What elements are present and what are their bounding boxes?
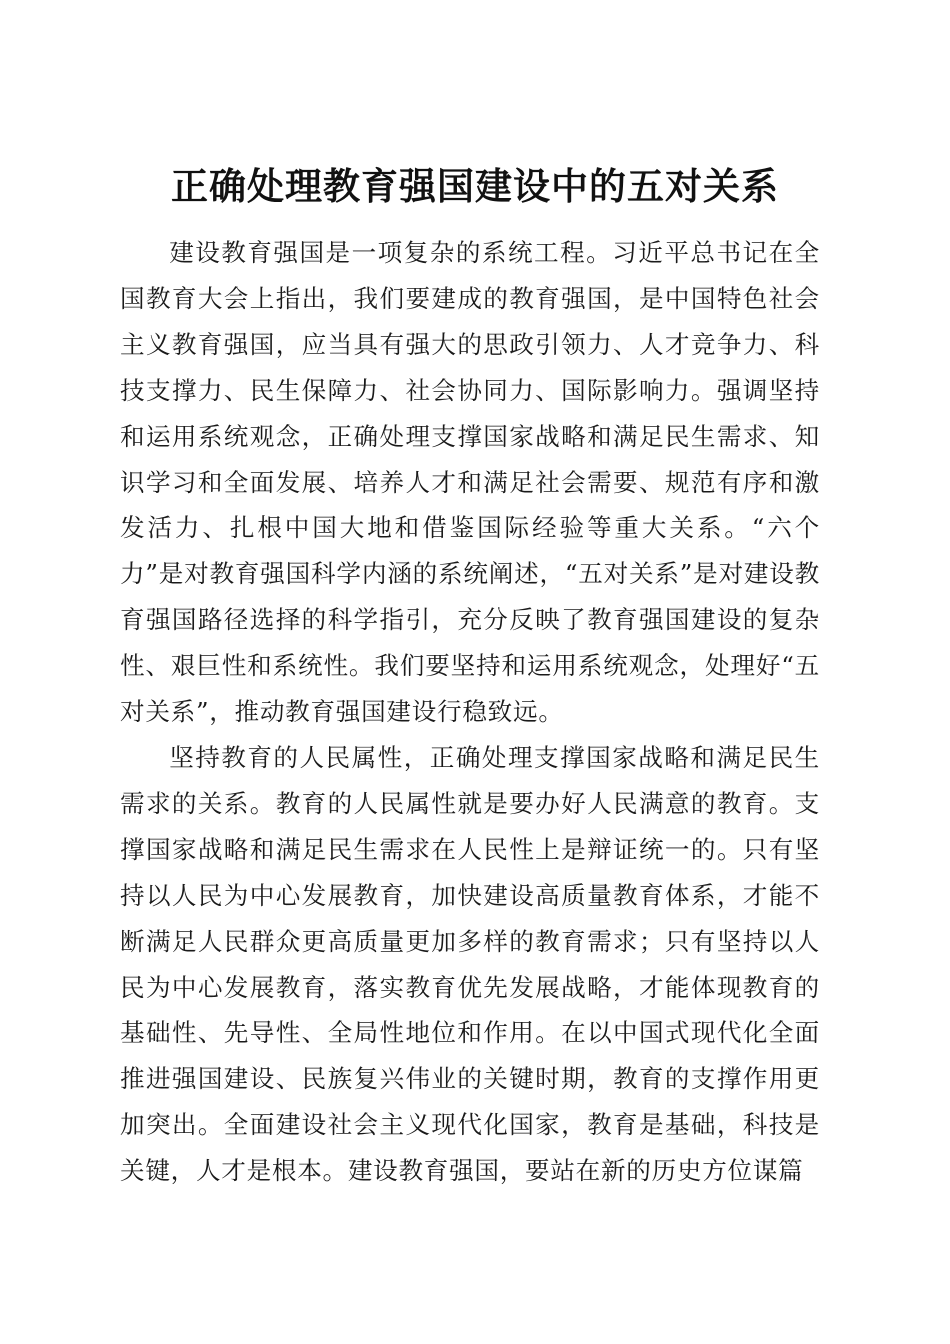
paragraph-1: 建设教育强国是一项复杂的系统工程。习近平总书记在全国教育大会上指出，我们要建成的教育强国，是中国特色社会主义教育强国，应当具有强大的思政引领力、人才竞争力、科技支撑力、民生保障力、社会协同力、国际影响力。强调坚持和运用系统观念，正确处理支撑国家战略和满足民生需求、知识学习和全面发展、培养人才和满足社会需要、规范有序和激发活力、扎根中国大地和借鉴国际经验等重大关系。“六个力”是对教育强国科学内涵的系统阐述，“五对关系”是对建设教育强国路径选择的科学指引，充分反映了教育强国建设的复杂性、艰巨性和系统性。我们要坚持和运用系统观念，处理好“五对关系”，推动教育强国建设行稳致远。	[120, 238, 820, 727]
paragraph-2: 坚持教育的人民属性，正确处理支撑国家战略和满足民生需求的关系。教育的人民属性就是要办好人民满意的教育。支撑国家战略和满足民生需求在人民性上是辩证统一的。只有坚持以人民为中心发展教育，加快建设高质量教育体系，才能不断满足人民群众更高质量更加多样的教育需求；只有坚持以人民为中心发展教育，落实教育优先发展战略，才能体现教育的基础性、先导性、全局性地位和作用。在以中国式现代化全面推进强国建设、民族复兴伟业的关键时期，教育的支撑作用更加突出。全面建设社会主义现代化国家，教育是基础，科技是关键，人才是根本。建设教育强国，要站在新的历史方位谋篇	[120, 742, 820, 1186]
document-title: 正确处理教育强国建设中的五对关系	[171, 163, 779, 208]
document-body	[120, 230, 820, 1194]
